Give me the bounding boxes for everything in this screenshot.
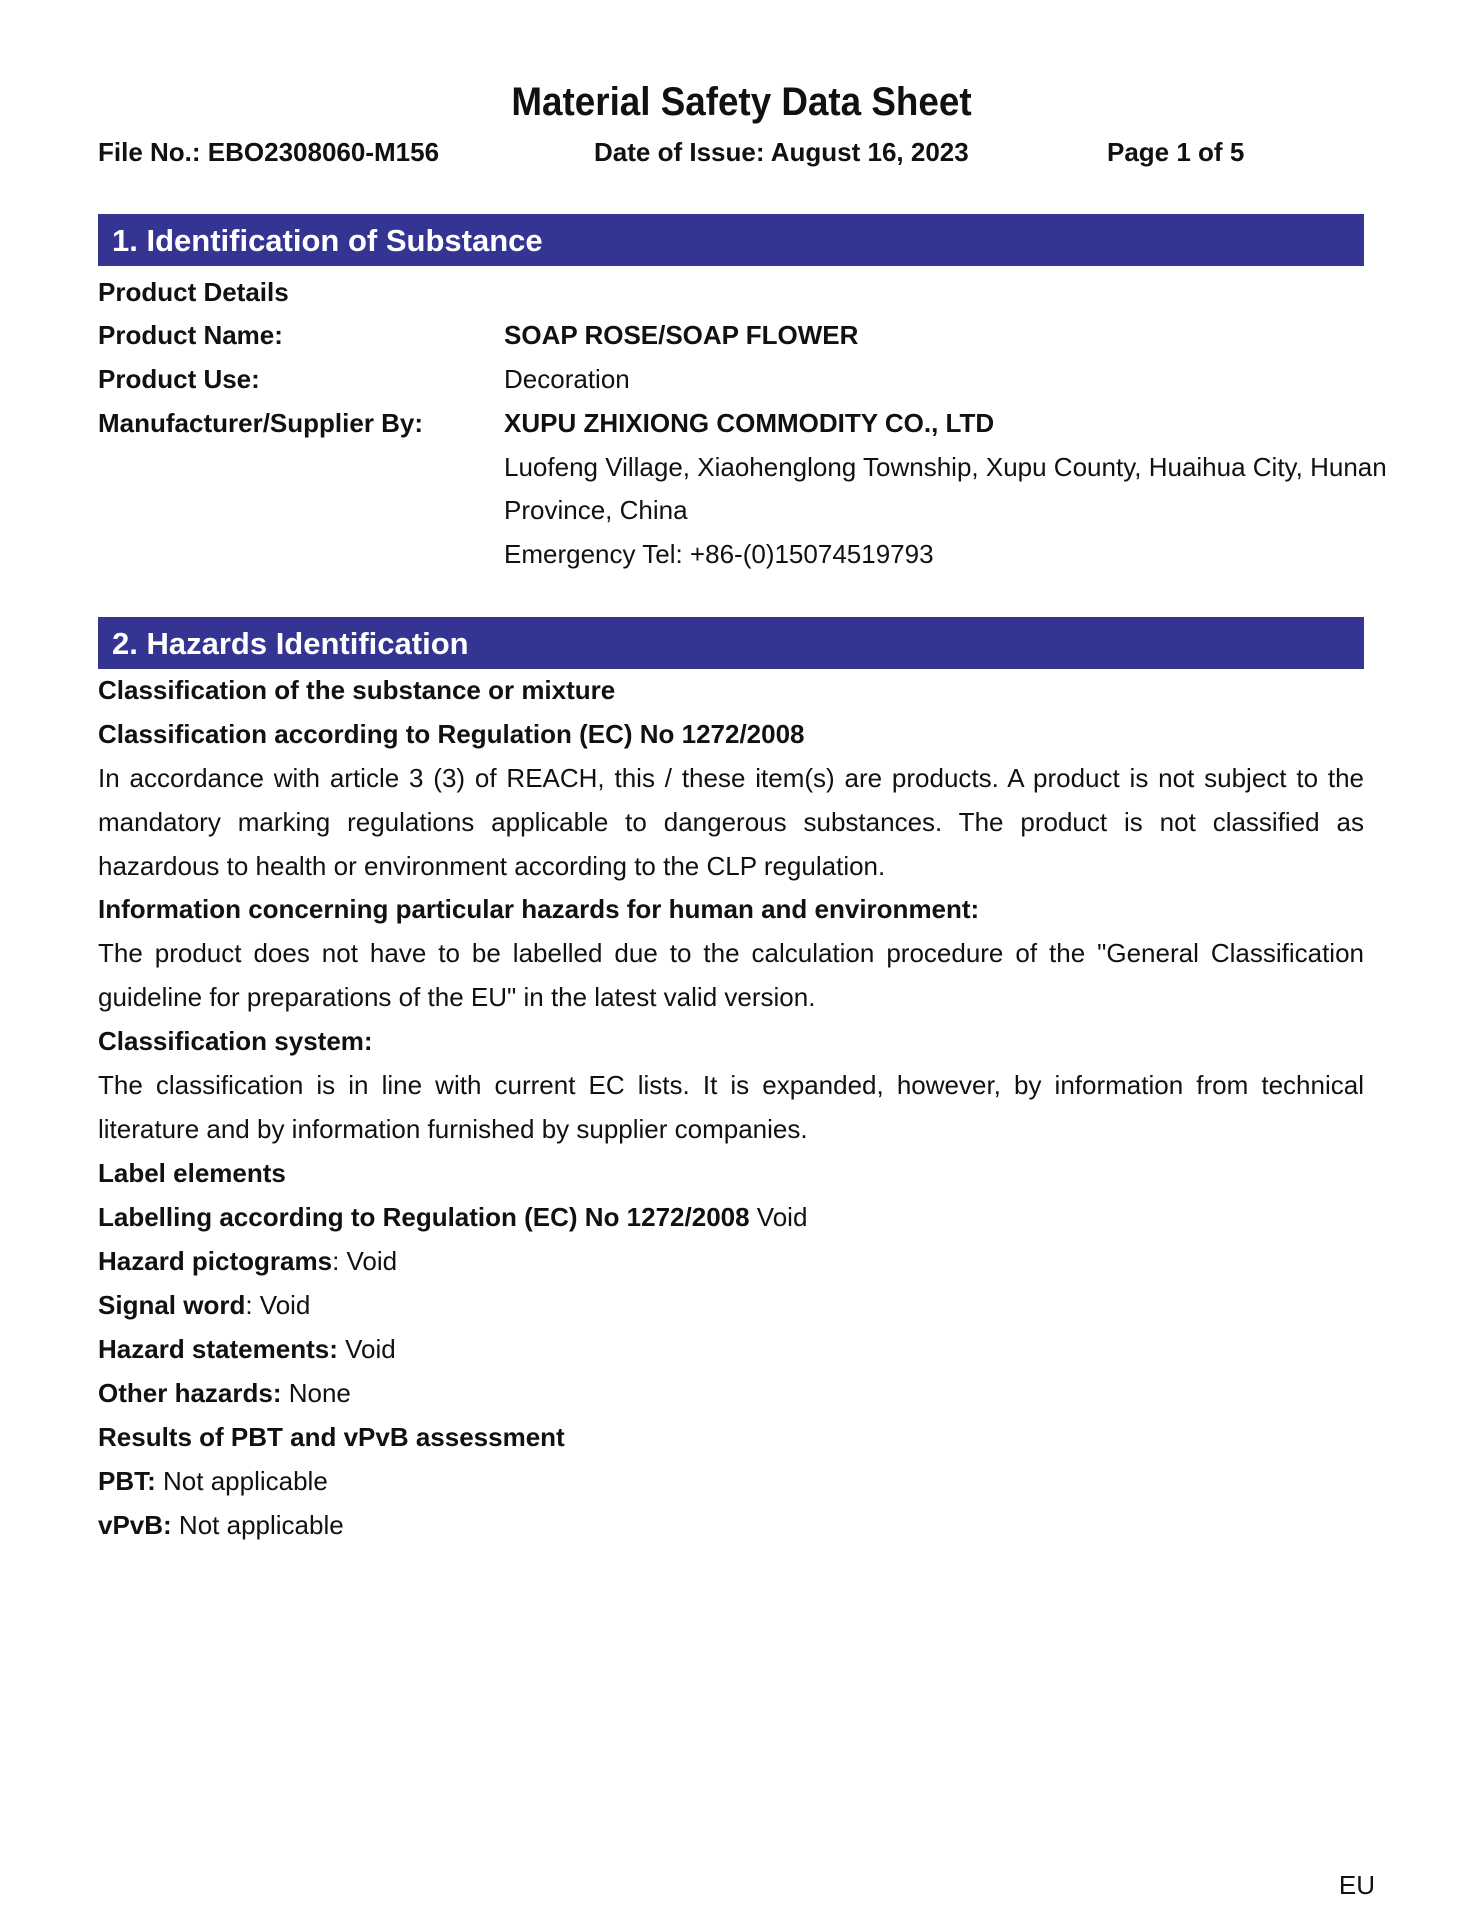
- manufacturer-value: XUPU ZHIXIONG COMMODITY CO., LTD: [504, 408, 995, 438]
- classification-system-paragraph: The classification is in line with current EC lists. It is expanded, however, by information from technical literature and by information furnished by supplier companies.: [98, 1070, 1364, 1144]
- page-indicator: Page 1 of 5: [1107, 137, 1245, 167]
- other-hazards-label: Other hazards:: [98, 1378, 282, 1408]
- other-hazards-row: [98, 1377, 351, 1409]
- product-use-label: Product Use:: [98, 364, 260, 394]
- pbt-row: [98, 1465, 328, 1497]
- info-hazards-paragraph: The product does not have to be labelled due to the calculation procedure of the "General Classification guideline for preparations of the EU" in the latest valid version.: [98, 938, 1364, 1012]
- classification-regulation: Classification according to Regulation (EC) No 1272/2008: [98, 719, 805, 749]
- pictograms-value: : Void: [332, 1246, 398, 1276]
- hazard-statements-value: Void: [337, 1334, 396, 1364]
- classification-system-heading: Classification system:: [98, 1026, 373, 1056]
- pictograms-row: [98, 1245, 397, 1277]
- region-code: EU: [1338, 1870, 1375, 1900]
- pbt-label: PBT:: [98, 1466, 156, 1496]
- pbt-assessment-heading: Results of PBT and vPvB assessment: [98, 1422, 565, 1452]
- product-details-heading: Product Details: [98, 277, 289, 307]
- classification-heading: Classification of the substance or mixture: [98, 675, 616, 705]
- labelling-value: Void: [749, 1202, 808, 1232]
- label-elements-heading: Label elements: [98, 1158, 286, 1188]
- date-of-issue: Date of Issue: August 16, 2023: [594, 137, 969, 167]
- manufacturer-label: Manufacturer/Supplier By:: [98, 408, 424, 438]
- reach-paragraph: In accordance with article 3 (3) of REACH, this / these item(s) are products. A product is not subject to the mandatory marking regulations applicable to dangerous substances. The product is not classified as hazardous to health or environment according to the CLP regulation.: [98, 763, 1364, 881]
- labelling-row: [98, 1201, 807, 1233]
- section-2-heading: 2. Hazards Identification: [98, 617, 1364, 669]
- vpvb-row: [98, 1509, 344, 1541]
- product-name-label: Product Name:: [98, 320, 283, 350]
- document-title: Material Safety Data Sheet: [511, 80, 972, 124]
- pictograms-label: Hazard pictograms: [98, 1246, 333, 1276]
- signal-word-value: : Void: [245, 1290, 311, 1320]
- product-use-value: Decoration: [504, 364, 630, 394]
- vpvb-value: Not applicable: [171, 1510, 344, 1540]
- address-line-1: Luofeng Village, Xiaohenglong Township, Xupu County, Huaihua City, Hunan: [504, 452, 1387, 482]
- vpvb-label: vPvB:: [98, 1510, 172, 1540]
- signal-word-label: Signal word: [98, 1290, 246, 1320]
- hazard-statements-row: [98, 1333, 396, 1365]
- labelling-label: Labelling according to Regulation (EC) No 1272/2008: [98, 1202, 750, 1232]
- hazard-statements-label: Hazard statements:: [98, 1334, 338, 1364]
- product-name-value: SOAP ROSE/SOAP FLOWER: [504, 320, 859, 350]
- signal-word-row: [98, 1289, 310, 1321]
- pbt-value: Not applicable: [155, 1466, 328, 1496]
- section-1-heading: 1. Identification of Substance: [98, 214, 1364, 266]
- other-hazards-value: None: [281, 1378, 351, 1408]
- info-hazards-heading: Information concerning particular hazards for human and environment:: [98, 894, 980, 924]
- file-number: File No.: EBO2308060-M156: [98, 137, 440, 167]
- address-line-2: Province, China: [504, 495, 688, 525]
- emergency-tel: Emergency Tel: +86-(0)15074519793: [504, 539, 934, 569]
